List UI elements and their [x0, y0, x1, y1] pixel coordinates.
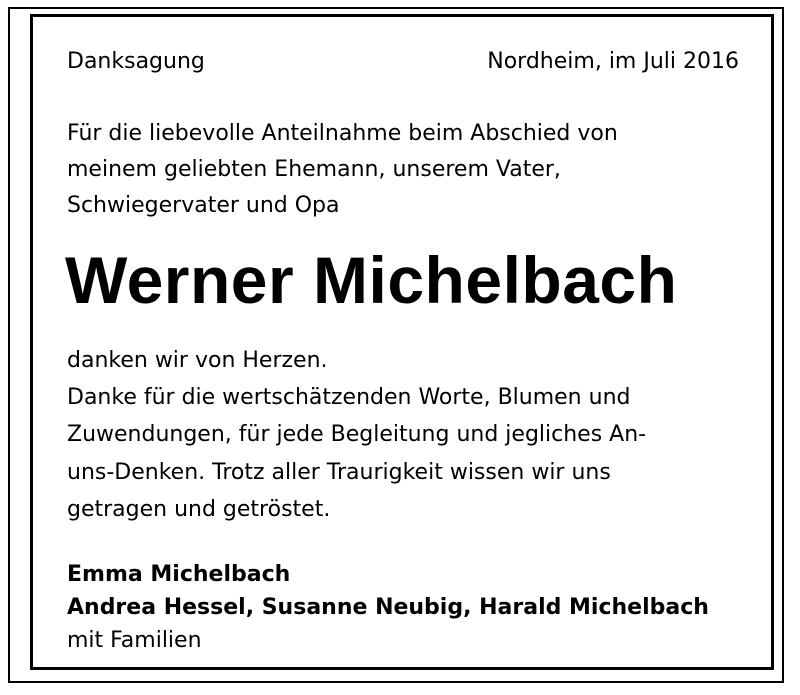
thanks-line: Danke für die wertschätzenden Worte, Blumen und: [67, 385, 631, 411]
intro-line: Für die liebevolle Anteilnahme beim Abschied von: [67, 121, 618, 146]
thanks-line: Zuwendungen, für jede Begleitung und jegliches An-: [67, 422, 647, 448]
deceased-name: Werner Michelbach: [65, 243, 678, 317]
header-row: [67, 48, 739, 76]
thanks-line: danken wir von Herzen.: [67, 348, 328, 373]
thanks-text: [67, 342, 747, 528]
thanks-line: uns-Denken. Trotz aller Traurigkeit wissen wir uns: [67, 459, 611, 485]
notice-type-label: Danksagung: [67, 49, 205, 74]
signature-family-names: Andrea Hessel, Susanne Neubig, Harald Michelbach: [67, 595, 709, 620]
intro-text: [67, 116, 747, 224]
intro-line: Schwiegervater und Opa: [67, 193, 340, 218]
signature-primary: Emma Michelbach: [67, 562, 291, 587]
place-date: Nordheim, im Juli 2016: [487, 49, 739, 74]
thanks-line: getragen und getröstet.: [67, 496, 331, 522]
signatures: [67, 558, 767, 657]
signature-suffix: mit Familien: [67, 628, 202, 653]
intro-line: meinem geliebten Ehemann, unserem Vater,: [67, 157, 561, 182]
